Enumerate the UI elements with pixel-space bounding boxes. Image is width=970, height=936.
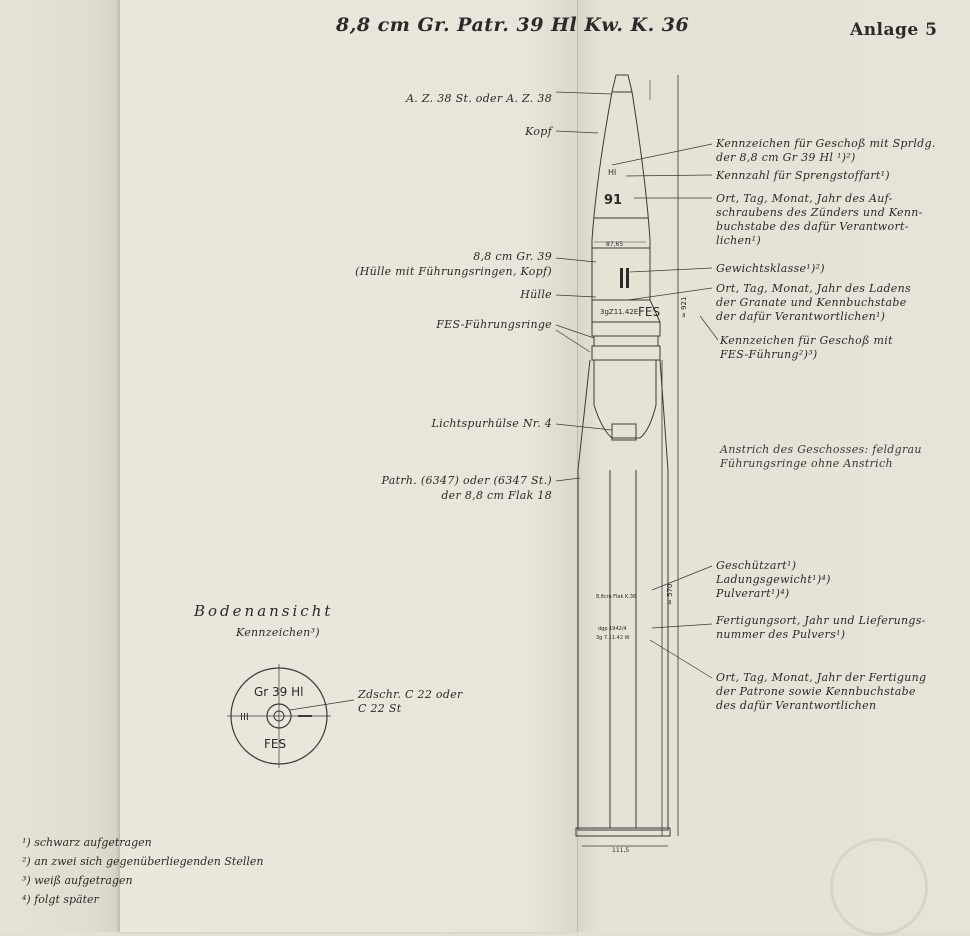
primer-label-2: C 22 St: [358, 702, 402, 715]
fuze-outline: [612, 75, 632, 92]
dim-length: ≈ 921: [680, 296, 688, 318]
label-casing: Hülle: [520, 288, 552, 301]
case-stamp-1: 8,8cm Flak K.36: [596, 594, 637, 600]
label-tracer: Lichtspurhülse Nr. 4: [431, 417, 552, 430]
driving-band-2: [594, 336, 658, 346]
label-shell-1: 8,8 cm Gr. 39: [473, 250, 552, 263]
label-fes-2: FES-Führung²)³): [720, 348, 818, 361]
primer-label-1: Zdschr. C 22 oder: [358, 688, 463, 701]
label-date-1: Ort, Tag, Monat, Jahr des Auf-: [716, 192, 893, 205]
mark-fes: FES: [638, 305, 661, 319]
label-paint-2: Führungsringe ohne Anstrich: [720, 457, 893, 470]
projectile-base-outline: [594, 360, 656, 438]
dim-case: ≈ 570: [666, 583, 674, 605]
label-cart-1: Ort, Tag, Monat, Jahr der Fertigung: [716, 671, 927, 684]
weight-bar-2: [626, 268, 629, 288]
base-view-title: Bodenansicht: [194, 602, 334, 620]
faint-stamp: [830, 838, 928, 936]
label-bands: FES-Führungsringe: [436, 318, 552, 331]
label-mark-2: der 8,8 cm Gr 39 Hl ¹)²): [716, 151, 856, 164]
footnote-2: ²) an zwei sich gegenüberliegenden Stellen: [22, 855, 264, 868]
mark-code: 91: [604, 193, 623, 208]
label-cartridge-2: der 8,8 cm Flak 18: [441, 489, 552, 502]
label-date-4: lichen¹): [716, 234, 761, 247]
label-shell-2: (Hülle mit Führungsringen, Kopf): [355, 265, 552, 278]
footnote-3: ³) weiß aufgetragen: [22, 874, 133, 887]
weight-bar-1: [620, 268, 623, 288]
annex-label: Anlage 5: [850, 20, 938, 40]
base-top-mark: Gr 39 Hl: [254, 685, 304, 699]
case-stamp-2: dgp 1942/4: [598, 626, 627, 632]
label-fes-1: Kennzeichen für Geschoß mit: [720, 334, 893, 347]
footnote-4: ⁴) folgt später: [22, 893, 99, 906]
label-cart-3: des dafür Verantwortlichen: [716, 699, 877, 712]
case-stamp-3: 3g 7.11.42 W: [596, 635, 630, 641]
label-cartridge-1: Patrh. (6347) oder (6347 St.): [381, 474, 552, 487]
label-load-2: der Granate und Kennbuchstabe: [716, 296, 907, 309]
label-mark-1: Kennzeichen für Geschoß mit Sprldg.: [716, 137, 936, 150]
label-date-2: schraubens des Zünders und Kenn-: [716, 206, 923, 219]
label-paint-1: Anstrich des Geschosses: feldgrau: [720, 443, 922, 456]
label-load-3: der dafür Verantwortlichen¹): [716, 310, 886, 323]
label-fuze: A. Z. 38 St. oder A. Z. 38: [406, 92, 552, 105]
label-explosive: Kennzahl für Sprengstoffart¹): [716, 169, 890, 182]
label-load-1: Ort, Tag, Monat, Jahr des Ladens: [716, 282, 911, 295]
driving-band-3: [592, 346, 660, 360]
driving-band-1: [592, 322, 660, 336]
label-weight: Gewichtsklasse¹)²): [716, 262, 825, 275]
base-left-mark: III: [240, 712, 249, 723]
mark-load-stamp: 3gZ11.42E: [600, 308, 639, 316]
dim-dia1: 87,65: [606, 241, 624, 248]
label-gun-3: Pulverart¹)⁴): [716, 587, 790, 600]
label-head: Kopf: [525, 125, 552, 138]
label-gun-1: Geschützart¹): [716, 559, 797, 572]
label-gun-2: Ladungsgewicht¹)⁴): [716, 573, 831, 586]
dim-dia2: 111,5: [612, 847, 630, 854]
footnote-1: ¹) schwarz aufgetragen: [22, 836, 152, 849]
document-title: 8,8 cm Gr. Patr. 39 Hl Kw. K. 36: [336, 14, 690, 36]
base-bottom-mark: FES: [264, 737, 287, 751]
label-prod-2: nummer des Pulvers¹): [716, 628, 846, 641]
label-date-3: buchstabe des dafür Verantwort-: [716, 220, 909, 233]
mark-hl: Hl: [608, 168, 617, 177]
base-view-subtitle: Kennzeichen³): [236, 626, 320, 639]
label-prod-1: Fertigungsort, Jahr und Lieferungs-: [716, 614, 926, 627]
case-rim: [576, 828, 670, 836]
label-cart-2: der Patrone sowie Kennbuchstabe: [716, 685, 916, 698]
